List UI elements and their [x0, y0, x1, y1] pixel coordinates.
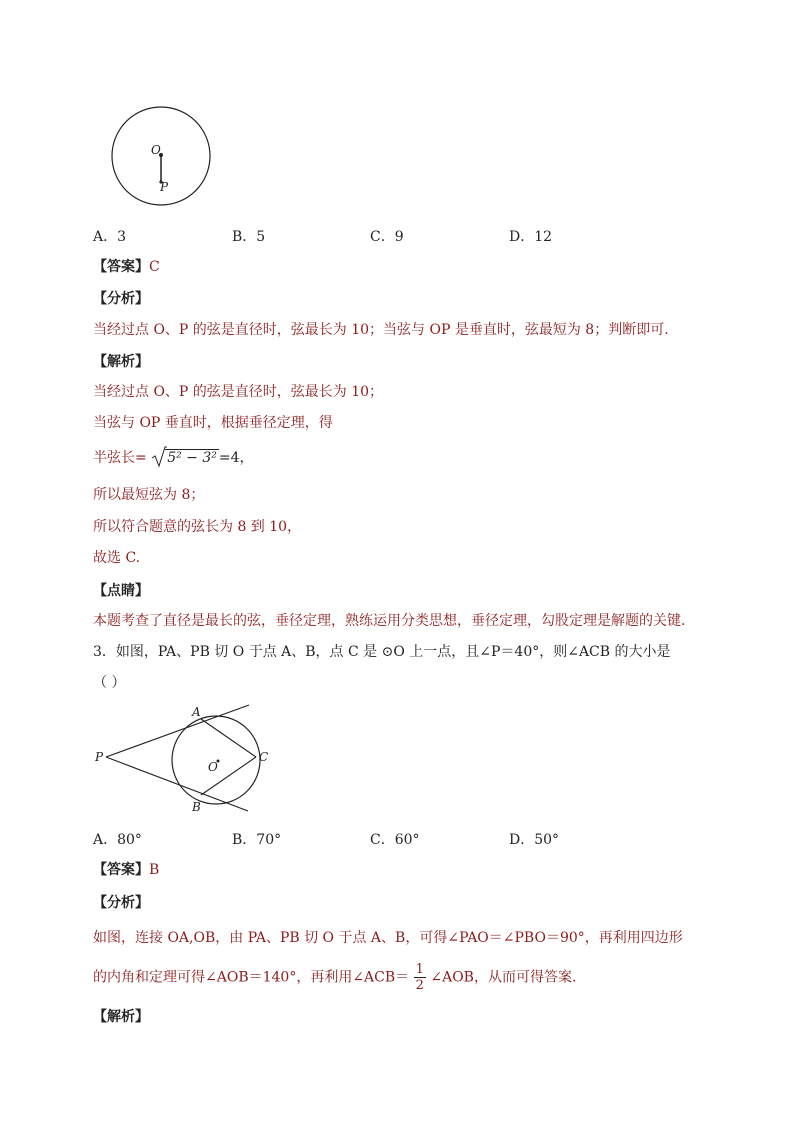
- tangent-pb: [106, 757, 248, 811]
- q2-analysis-text: 当经过点 O、P 的弦是直径时，弦最长为 10；当弦与 OP 是垂直时，弦最短为 8；判断即可.: [93, 322, 669, 338]
- chord-ac: [201, 719, 256, 757]
- q2-solution-line6: 故选 C.: [93, 550, 141, 566]
- q2-solution-line1: 当经过点 O、P 的弦是直径时，弦最长为 10；: [93, 384, 384, 400]
- label-c: C: [259, 750, 269, 764]
- half-chord-prefix: 半弦长=: [93, 450, 147, 466]
- q2-solution-line2: 当弦与 OP 垂直时，根据垂径定理，得: [93, 415, 333, 431]
- answer-value: B: [149, 862, 160, 878]
- label-o: O: [151, 143, 161, 157]
- answer-label: 【答案】: [93, 862, 149, 878]
- tangent-figure: [92, 700, 282, 820]
- q2-analysis-label: 【分析】: [93, 291, 149, 307]
- q2-solution-label: 【解析】: [93, 354, 149, 370]
- label-p: P: [95, 750, 104, 764]
- q3-analysis-label: 【分析】: [93, 895, 149, 911]
- q2-answer: [93, 257, 160, 277]
- q2-comment-label: 【点睛】: [93, 583, 149, 599]
- fraction-one-half: [414, 962, 426, 993]
- q2-option-b[interactable]: B．5: [232, 229, 266, 245]
- q3-option-a[interactable]: A．80°: [93, 832, 142, 848]
- label-p: P: [160, 180, 169, 194]
- q2-solution-line5: 所以符合题意的弦长为 8 到 10，: [93, 519, 302, 535]
- q3-stem-line1: 3．如图，PA、PB 切 O 于点 A、B，点 C 是 ⊙O 上一点，且∠P＝40°，则∠ACB 的大小是: [93, 644, 671, 660]
- circle-op-figure: [105, 102, 217, 210]
- label-a: A: [192, 705, 201, 719]
- sqrt-radicand: 5² − 3²: [167, 450, 217, 466]
- q2-comment-text: 本题考查了直径是最长的弦，垂径定理，熟练运用分类思想，垂径定理，勾股定理是解题的关键.: [93, 613, 686, 629]
- q3-solution-label: 【解析】: [93, 1009, 149, 1025]
- label-b: B: [192, 800, 201, 814]
- q2-option-d[interactable]: D．12: [509, 229, 553, 245]
- half-chord-suffix: =4，: [218, 450, 254, 466]
- q3-option-d[interactable]: D．50°: [509, 832, 560, 848]
- q3-answer: [93, 860, 159, 880]
- q3-stem-line2: （ ）: [93, 675, 126, 691]
- analysis-line2-suffix: ∠AOB，从而可得答案.: [430, 969, 577, 986]
- q3-option-b[interactable]: B．70°: [232, 832, 282, 848]
- q3-analysis-line2: [93, 962, 576, 993]
- answer-value: C: [149, 259, 160, 275]
- tangent-pa: [106, 705, 249, 757]
- sqrt-icon: [151, 446, 167, 468]
- fraction-denominator: 2: [415, 978, 424, 993]
- analysis-line2-prefix: 的内角和定理可得∠AOB＝140°，再利用∠ACB＝: [93, 969, 410, 986]
- q3-analysis-line1: 如图，连接 OA,OB，由 PA、PB 切 O 于点 A、B，可得∠PAO＝∠PBO＝90°，再利用四边形: [93, 930, 683, 946]
- fraction-numerator: 1: [415, 962, 424, 977]
- sqrt-expression: [151, 448, 219, 468]
- q2-option-a[interactable]: A．3: [93, 229, 127, 245]
- q3-option-c[interactable]: C．60°: [370, 832, 420, 848]
- q2-option-c[interactable]: C．9: [370, 229, 404, 245]
- label-o: O: [208, 760, 218, 774]
- answer-label: 【答案】: [93, 259, 149, 275]
- q2-solution-line4: 所以最短弦为 8；: [93, 487, 205, 503]
- q2-solution-line3: [93, 448, 254, 468]
